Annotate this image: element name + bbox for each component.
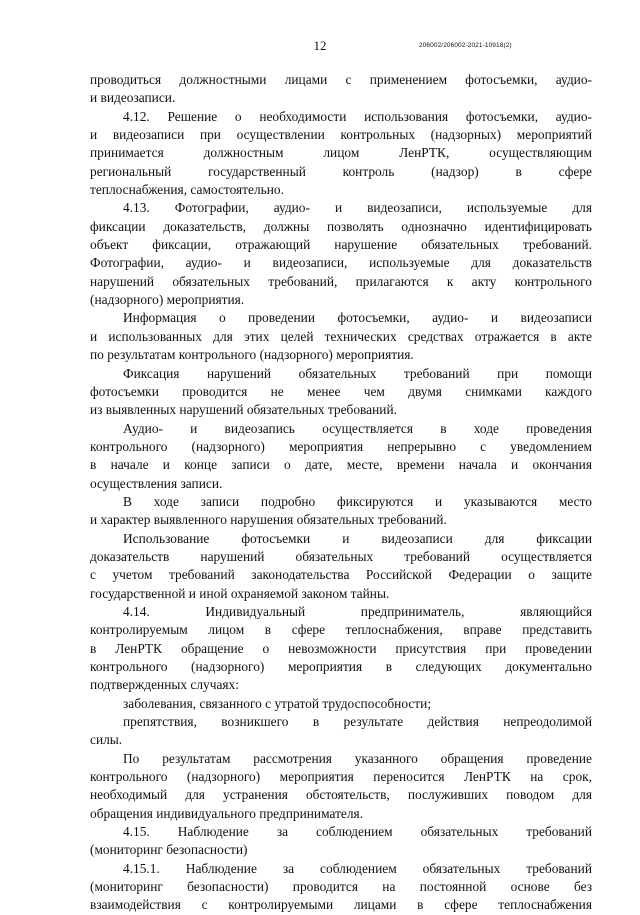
text-line: Фиксация нарушений обязательных требований при помощи xyxy=(123,365,592,381)
text-line: проводиться должностными лицами с применением фотосъемки, аудио- xyxy=(90,72,592,87)
text-line: 4.12. Решение о необходимости использования фотосъемки, аудио- xyxy=(123,108,592,124)
text-line: в начале и конце записи о дате, месте, времени начала и окончания xyxy=(90,457,592,473)
text-line: взаимодействия с контролируемыми лицами в сфере теплоснабжения xyxy=(90,897,592,913)
document-body xyxy=(90,71,592,915)
text-line: доказательств нарушений обязательных требований осуществляется xyxy=(90,548,592,564)
text-line: объект фиксации, отражающий нарушение обязательных требований. xyxy=(90,237,592,253)
text-line: препятствия, возникшего в результате действия непреодолимой xyxy=(123,714,592,730)
text-line: 4.15. Наблюдение за соблюдением обязательных требований xyxy=(123,824,592,840)
text-line: по результатам контрольного (надзорного) мероприятия. xyxy=(90,347,414,363)
text-line: фотосъемки проводится не менее чем двумя снимками каждого xyxy=(90,383,592,399)
text-line: заболевания, связанного с утратой трудоспособности; xyxy=(123,695,432,711)
text-line: и видеозаписи. xyxy=(90,90,176,106)
text-line: теплоснабжения, самостоятельно. xyxy=(90,182,284,198)
text-line: в ЛенРТК обращение о невозможности присутствия при проведении xyxy=(90,640,592,656)
text-line: контролируемым лицом в сфере теплоснабжения, вправе представить xyxy=(90,622,592,638)
text-line: По результатам рассмотрения указанного обращения проведение xyxy=(123,750,592,766)
text-line: принимается должностным лицом ЛенРТК, осуществляющим xyxy=(90,145,592,161)
text-line: государственной и иной охраняемой законом тайны. xyxy=(90,585,390,601)
text-line: Фотографии, аудио- и видеозаписи, используемые для доказательств xyxy=(90,255,592,271)
text-line: контрольного (надзорного) мероприятия непрерывно с уведомлением xyxy=(90,438,592,454)
text-line: региональный государственный контроль (надзор) в сфере xyxy=(90,163,592,179)
document-code: 206002/206002-2021-10918(2) xyxy=(419,42,512,49)
text-line: и характер выявленного нарушения обязательных требований. xyxy=(90,512,447,528)
text-line: Информация о проведении фотосъемки, аудио- и видеозаписи xyxy=(123,310,592,326)
text-line: нарушений обязательных требований, прилагаются к акту контрольного xyxy=(90,273,592,289)
text-line: необходимый для устранения обстоятельств, послуживших поводом для xyxy=(90,787,592,803)
text-line: обращения индивидуального предпринимателя. xyxy=(90,805,364,821)
text-line: (мониторинг безопасности) проводится на постоянной основе без xyxy=(90,879,592,895)
text-line: осуществления записи. xyxy=(90,475,223,491)
text-line: фиксации доказательств, должны позволять однозначно идентифицировать xyxy=(90,218,592,234)
text-line: В ходе записи подробно фиксируются и указываются место xyxy=(123,493,592,509)
text-line: и видеозаписи при осуществлении контрольных (надзорных) мероприятий xyxy=(90,127,592,143)
text-line: контрольного (надзорного) мероприятия в следующих документально xyxy=(90,659,592,674)
text-line: (мониторинг безопасности) xyxy=(90,842,248,858)
text-line: и использованных для этих целей технических средствах отражается в акте xyxy=(90,328,592,344)
text-line: с учетом требований законодательства Российской Федерации о защите xyxy=(90,567,592,583)
text-line: Использование фотосъемки и видеозаписи для фиксации xyxy=(123,530,592,546)
text-line: 4.13. Фотографии, аудио- и видеозаписи, используемые для xyxy=(123,200,592,216)
text-line: контрольного (надзорного) мероприятия переносится ЛенРТК на срок, xyxy=(90,769,592,785)
text-line: (надзорного) мероприятия. xyxy=(90,292,245,308)
text-line: силы. xyxy=(90,732,123,748)
text-line: Аудио- и видеозапись осуществляется в ходе проведения xyxy=(123,420,592,436)
page-number: 12 xyxy=(313,38,327,53)
text-line: подтвержденных случаях: xyxy=(90,677,239,693)
text-line: 4.14. Индивидуальный предприниматель, являющийся xyxy=(123,603,592,619)
text-line: 4.15.1. Наблюдение за соблюдением обязательных требований xyxy=(123,860,592,876)
text-line: из выявленных нарушений обязательных требований. xyxy=(90,402,397,418)
